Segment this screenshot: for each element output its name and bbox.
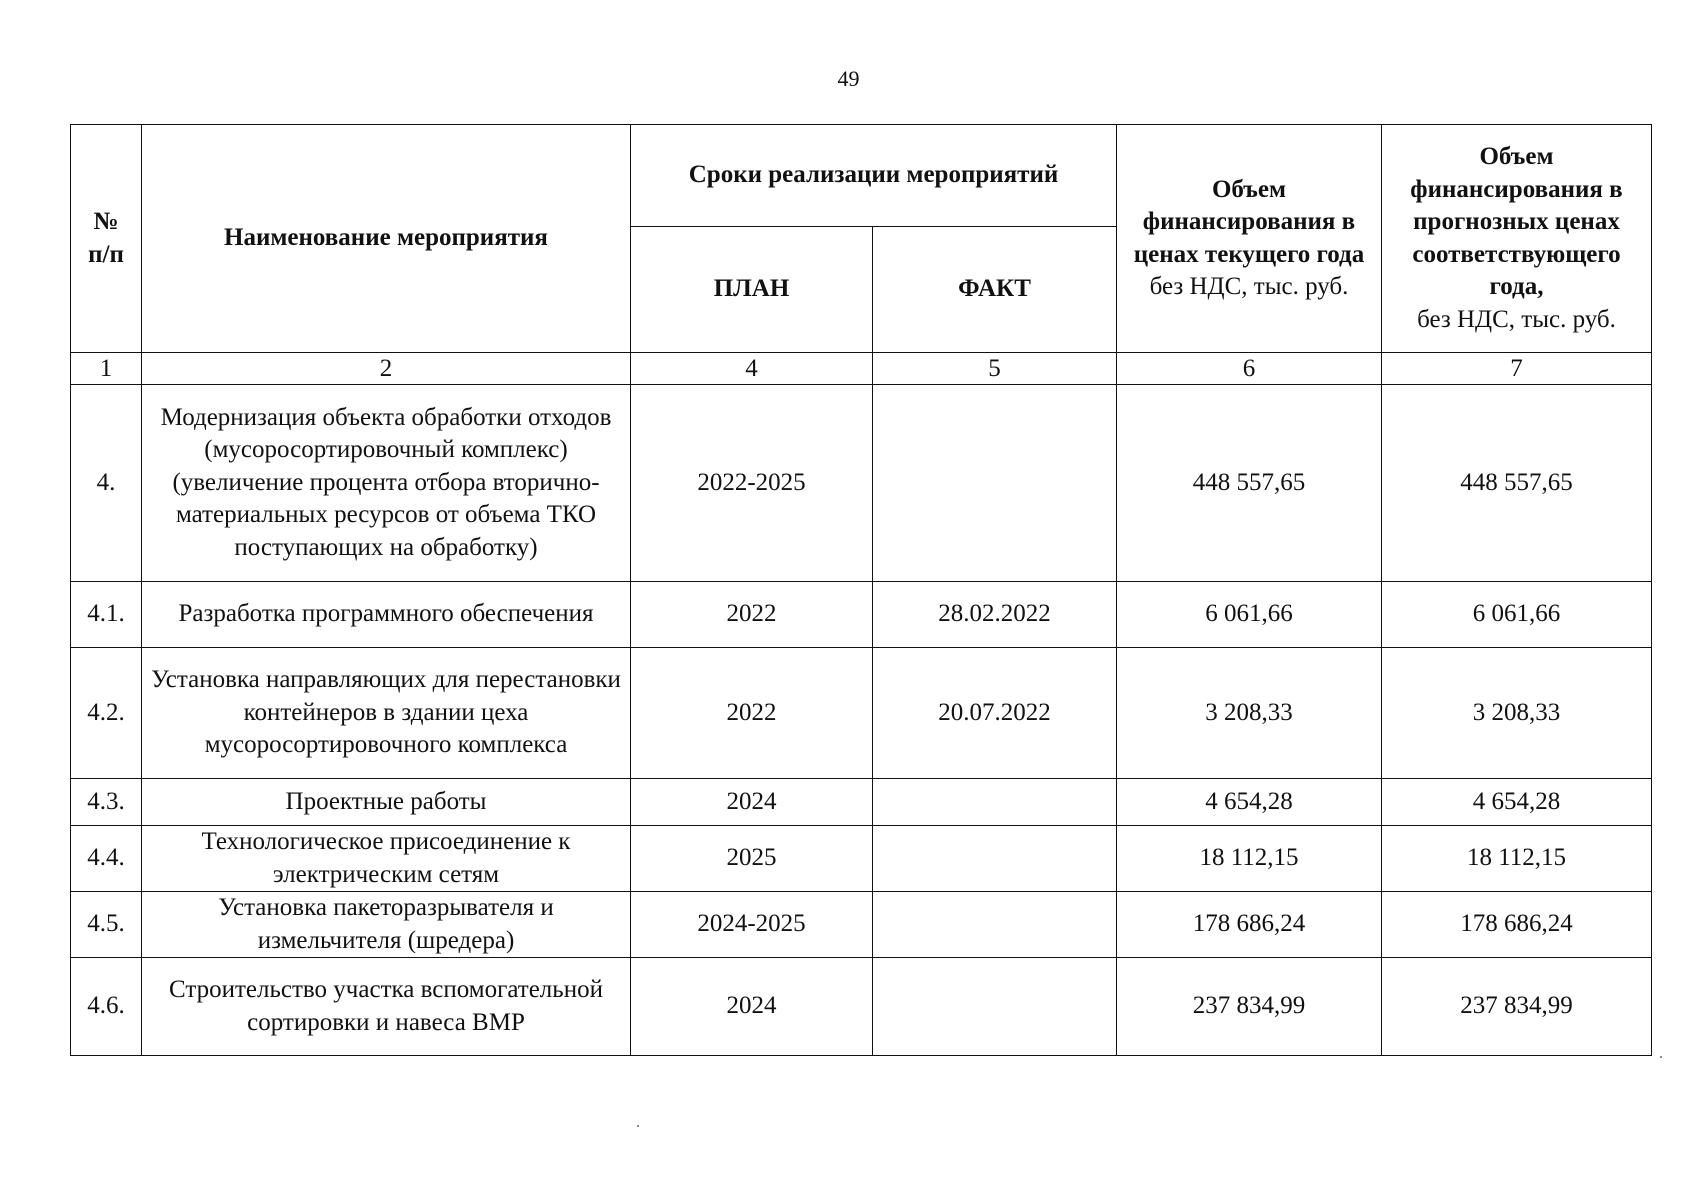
table-row [71,582,1652,648]
scan-speck [1660,1056,1662,1058]
row-num: 4.2. [71,648,142,779]
column-number: 2 [142,353,631,385]
row-fact [873,958,1117,1056]
row-cost-forecast: 4 654,28 [1382,779,1652,826]
page-number: 49 [837,66,860,91]
column-number: 1 [71,353,142,385]
row-fact: 28.02.2022 [873,582,1117,648]
row-plan: 2022 [631,648,873,779]
row-fact [873,385,1117,582]
row-num: 4.1. [71,582,142,648]
column-number: 7 [1382,353,1652,385]
row-cost-forecast: 3 208,33 [1382,648,1652,779]
table-row [71,892,1652,958]
row-cost-current: 178 686,24 [1117,892,1382,958]
row-plan: 2024-2025 [631,892,873,958]
row-plan: 2024 [631,779,873,826]
column-number: 5 [873,353,1117,385]
row-name: Модернизация объекта обработки отходов (мусоросортировочный комплекс) (увеличение процента отбора вторично-материальных ресурсов от объема ТКО поступающих на обработку) [142,385,631,582]
header-cost-current-title: Объем финансирования в ценах текущего года [1133,175,1365,268]
row-cost-current: 18 112,15 [1117,826,1382,892]
header-name: Наименование мероприятия [142,125,631,353]
table-row [71,648,1652,779]
row-cost-current: 237 834,99 [1117,958,1382,1056]
table-row [71,385,1652,582]
row-fact [873,779,1117,826]
row-cost-current: 3 208,33 [1117,648,1382,779]
row-cost-forecast: 448 557,65 [1382,385,1652,582]
header-cost-forecast [1382,125,1652,353]
activities-table [70,124,1652,1056]
row-num: 4.3. [71,779,142,826]
row-name: Проектные работы [142,779,631,826]
row-cost-forecast: 6 061,66 [1382,582,1652,648]
header-plan: ПЛАН [631,227,873,353]
row-name: Разработка программного обеспечения [142,582,631,648]
header-cost-forecast-unit: без НДС, тыс. руб. [1417,305,1616,333]
row-name: Строительство участка вспомогательной сортировки и навеса ВМР [142,958,631,1056]
header-num: № п/п [71,125,142,353]
row-cost-current: 448 557,65 [1117,385,1382,582]
header-fact: ФАКТ [873,227,1117,353]
column-numbers-row [71,353,1652,385]
row-fact: 20.07.2022 [873,648,1117,779]
header-cost-current-unit: без НДС, тыс. руб. [1149,273,1349,300]
column-number: 6 [1117,353,1382,385]
row-name: Технологическое присоединение к электрическим сетям [142,826,631,892]
table-row [71,779,1652,826]
row-num: 4.4. [71,826,142,892]
table-row [71,958,1652,1056]
row-fact [873,892,1117,958]
row-num: 4.6. [71,958,142,1056]
row-cost-forecast: 237 834,99 [1382,958,1652,1056]
row-cost-current: 6 061,66 [1117,582,1382,648]
header-terms: Сроки реализации мероприятий [631,125,1117,227]
table-row [71,826,1652,892]
row-plan: 2025 [631,826,873,892]
row-fact [873,826,1117,892]
row-name: Установка направляющих для перестановки контейнеров в здании цеха мусоросортировочного комплекса [142,648,631,779]
row-plan: 2022 [631,582,873,648]
row-cost-forecast: 178 686,24 [1382,892,1652,958]
row-plan: 2024 [631,958,873,1056]
row-plan: 2022-2025 [631,385,873,582]
row-cost-current: 4 654,28 [1117,779,1382,826]
column-number: 4 [631,353,873,385]
row-cost-forecast: 18 112,15 [1382,826,1652,892]
row-name: Установка пакеторазрывателя и измельчителя (шредера) [142,892,631,958]
header-cost-current [1117,125,1382,353]
scan-speck [637,1125,639,1127]
row-num: 4.5. [71,892,142,958]
row-num: 4. [71,385,142,582]
header-cost-forecast-title: Объем финансирования в прогнозных ценах соответствующего года, [1410,143,1623,300]
